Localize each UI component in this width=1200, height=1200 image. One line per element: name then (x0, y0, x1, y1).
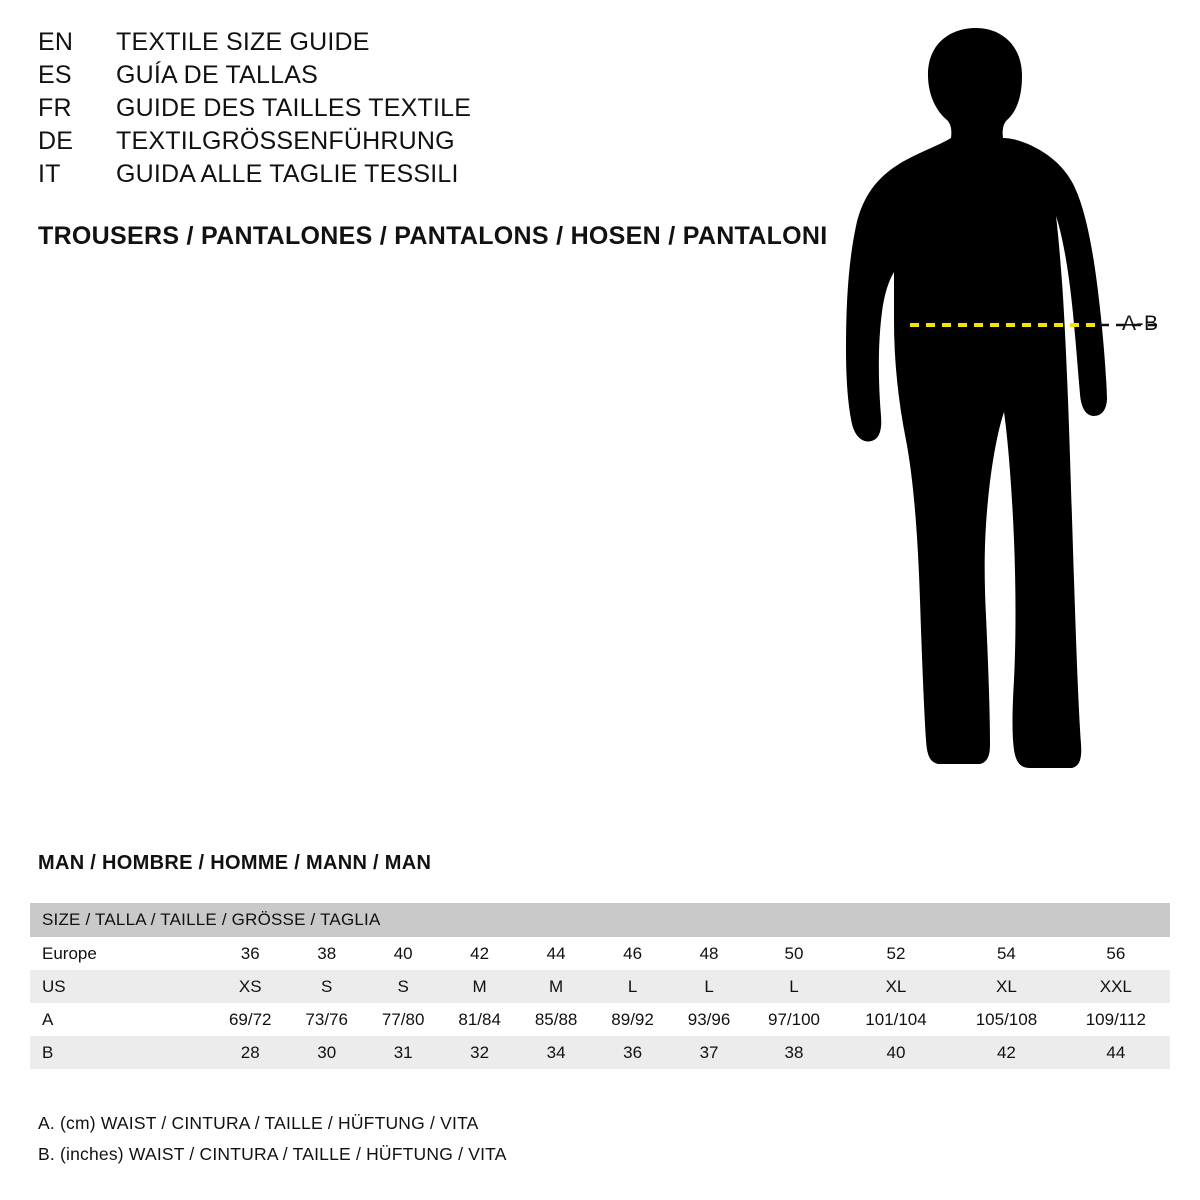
table-cell: 40 (393, 943, 413, 963)
table-cell: M (472, 976, 487, 996)
language-row (38, 127, 798, 160)
footnote-b: B. (inches) WAIST / CINTURA / TAILLE / HÜFTUNG / VITA (38, 1144, 507, 1164)
table-body (30, 937, 1170, 1069)
language-row (38, 61, 798, 94)
footnotes (38, 1108, 507, 1170)
table-cell: 46 (623, 943, 643, 963)
row-label: A (42, 1009, 54, 1029)
language-title: GUÍA DE TALLAS (116, 61, 318, 89)
table-cell: S (397, 976, 409, 996)
table-header-row (30, 903, 1170, 937)
table-head (30, 903, 1170, 937)
table-row (30, 970, 1170, 1003)
language-row (38, 28, 798, 61)
row-label: Europe (42, 943, 97, 963)
table-cell: 38 (317, 943, 337, 963)
table-cell: 77/80 (381, 1009, 425, 1029)
table-cell: 44 (546, 943, 566, 963)
table-cell: 40 (886, 1042, 906, 1062)
table-cell: 52 (886, 943, 906, 963)
table-cell: 89/92 (611, 1009, 654, 1029)
table-cell: 101/104 (865, 1009, 927, 1029)
table-cell: 73/76 (305, 1009, 348, 1029)
table-cell: 42 (470, 943, 490, 963)
table-cell: 54 (996, 943, 1016, 963)
language-code: EN (38, 28, 74, 56)
language-title: GUIDA ALLE TAGLIE TESSILI (116, 160, 459, 188)
table-cell: 32 (470, 1042, 490, 1062)
table-cell: 50 (784, 943, 804, 963)
table-cell: XL (996, 976, 1017, 996)
language-code: IT (38, 160, 61, 188)
table-row (30, 937, 1170, 970)
table-cell: 48 (699, 943, 719, 963)
table-cell: 105/108 (975, 1009, 1038, 1029)
language-code: ES (38, 61, 72, 89)
garment-type-title: TROUSERS / PANTALONES / PANTALONS / HOSEN / PANTALONI (38, 222, 828, 250)
table-row (30, 1036, 1170, 1069)
table-cell: M (549, 976, 564, 996)
table-cell: 36 (623, 1042, 643, 1062)
language-code: DE (38, 127, 74, 155)
table-cell: 69/72 (228, 1009, 272, 1029)
table-cell: 34 (546, 1042, 566, 1062)
language-row (38, 94, 798, 127)
language-title: TEXTILE SIZE GUIDE (116, 28, 370, 56)
table-cell: XL (885, 976, 907, 996)
table-row (30, 1003, 1170, 1036)
measure-label-ab: A-B (1122, 312, 1159, 335)
table-cell: 109/112 (1085, 1009, 1146, 1029)
table-cell: XS (238, 976, 262, 996)
table-cell: 44 (1106, 1042, 1126, 1062)
table-cell: 31 (393, 1042, 413, 1062)
language-code: FR (38, 94, 72, 122)
table-cell: L (704, 976, 714, 996)
silhouette-svg (810, 20, 1190, 810)
table-cell: 36 (240, 943, 260, 963)
row-label: US (42, 976, 66, 996)
table-cell: 28 (240, 1042, 260, 1062)
footnote-a: A. (cm) WAIST / CINTURA / TAILLE / HÜFTUNG / VITA (38, 1113, 479, 1133)
language-title: TEXTILGRÖSSENFÜHRUNG (116, 127, 455, 155)
row-label: B (42, 1042, 54, 1062)
table-cell: S (321, 976, 333, 996)
table-cell: 85/88 (534, 1009, 578, 1029)
language-title: GUIDE DES TAILLES TEXTILE (116, 94, 472, 122)
language-list (38, 28, 798, 193)
table-cell: 56 (1106, 943, 1126, 963)
silhouette-body (846, 28, 1107, 768)
size-table (30, 903, 1170, 1069)
table-cell: L (627, 976, 638, 996)
table-cell: 37 (699, 1042, 719, 1062)
table-cell: L (789, 976, 799, 996)
table-cell: 81/84 (458, 1009, 501, 1029)
table-header-cell: SIZE / TALLA / TAILLE / GRÖSSE / TAGLIA (30, 903, 1170, 937)
table-cell: 38 (784, 1042, 804, 1062)
table-cell: 93/96 (687, 1009, 731, 1029)
male-silhouette-figure (810, 20, 1190, 810)
table-cell: 42 (996, 1042, 1016, 1062)
language-row (38, 160, 798, 193)
table-cell: XXL (1099, 976, 1132, 996)
table-group-title: MAN / HOMBRE / HOMME / MANN / MAN (38, 852, 432, 874)
table-cell: 97/100 (768, 1009, 821, 1029)
table-cell: 30 (317, 1042, 337, 1062)
